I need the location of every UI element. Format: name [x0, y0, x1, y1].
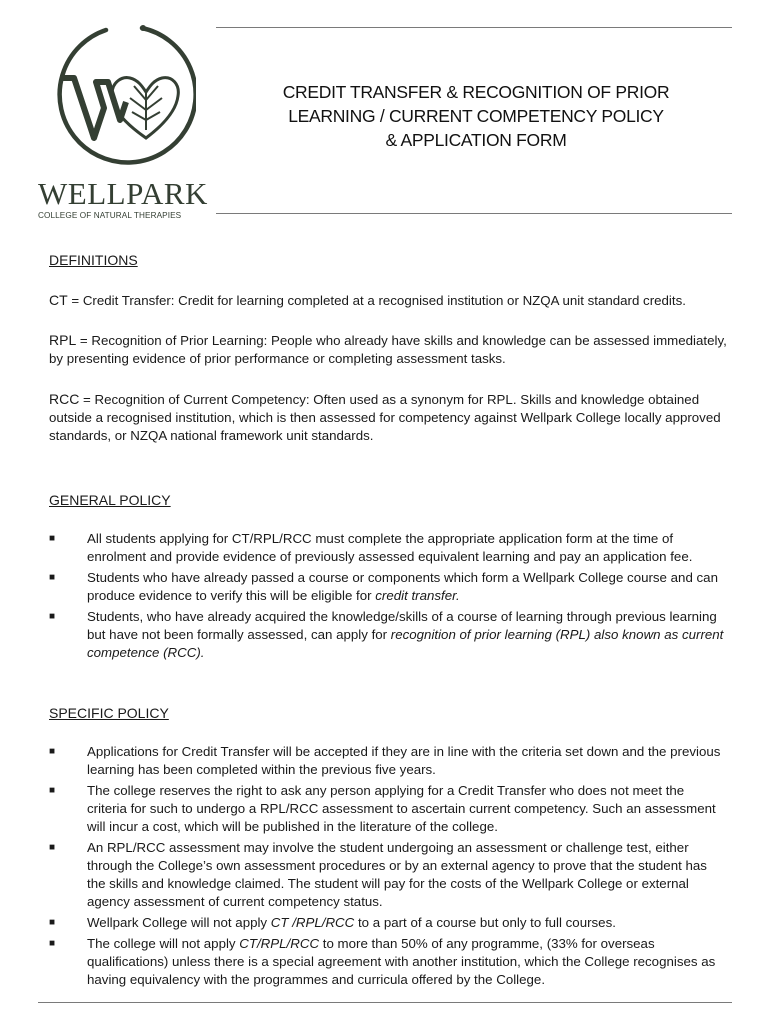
wellpark-logo-icon — [46, 20, 196, 175]
bullet-square-icon: ■ — [49, 611, 56, 622]
list-item-text: An RPL/RCC assessment may involve the student undergoing an assessment or challenge test, either through the College’s own assessment procedures or by an external agency to prove that the student has the skills and knowledge claimed. The student will pay for the costs of the Wellpark College or external agency assessment of current competency status. — [87, 840, 707, 909]
definition-text: = Credit Transfer: Credit for learning completed at a recognised institution or NZQA unit standard credits. — [67, 293, 686, 308]
bullet-square-icon: ■ — [49, 572, 56, 583]
footer-rule — [38, 1002, 732, 1003]
specific-policy-heading: SPECIFIC POLICY — [49, 705, 169, 721]
page-title — [240, 80, 712, 152]
list-item-text: All students applying for CT/RPL/RCC must complete the appropriate application form at the time of enrolment and provide evidence of previously assessed equivalent learning and pay an application fee. — [87, 531, 693, 564]
definitions-heading: DEFINITIONS — [49, 252, 138, 268]
bullet-square-icon: ■ — [49, 785, 56, 796]
definition-abbr: RCC — [49, 391, 80, 407]
list-item-text: Applications for Credit Transfer will be accepted if they are in line with the criteria set down and the previous learning has been completed within the previous five years. — [87, 744, 721, 777]
list-item-emphasis: CT /RPL/RCC — [270, 915, 355, 930]
brand-block — [38, 176, 208, 220]
specific-policy-list — [49, 743, 727, 989]
list-item-emphasis: CT/RPL/RCC — [239, 936, 320, 951]
wellpark-logo — [38, 20, 208, 220]
list-item — [49, 743, 727, 779]
definition-text: = Recognition of Current Competency: Often used as a synonym for RPL. Skills and knowledge obtained outside a recognised institution, which is then assessed for competency against Wellpark College locally approved standards, or NZQA national framework unit standards. — [49, 392, 721, 443]
general-policy-list — [49, 530, 727, 662]
list-item — [49, 530, 727, 566]
bullet-square-icon: ■ — [49, 746, 56, 757]
list-item-text: The college will not apply — [87, 936, 240, 951]
top-rule — [216, 27, 732, 28]
list-item — [49, 782, 727, 836]
definition-abbr: CT — [49, 292, 68, 308]
bullet-square-icon: ■ — [49, 938, 56, 949]
definition-ct — [49, 291, 727, 310]
list-item — [49, 935, 727, 989]
list-item — [49, 569, 727, 605]
title-line: LEARNING / CURRENT COMPETENCY POLICY — [288, 106, 664, 126]
list-item-text: The college reserves the right to ask any person applying for a Credit Transfer who does not meet the criteria for such to undergo a RPL/RCC assessment to ascertain current competency. Such an assessment will incur a cost, which will be published in the literature of the college. — [87, 783, 716, 834]
list-item-text-after: to more than 50% of any programme, (33% for overseas qualifications) unless there is a special agreement with another institution, which the College recognises as having equivalency with the programmes and curricula offered by the College. — [87, 936, 716, 987]
definition-abbr: RPL — [49, 332, 77, 348]
title-line: CREDIT TRANSFER & RECOGNITION OF PRIOR — [282, 82, 670, 102]
list-item-text-after: to a part of a course but only to full courses. — [354, 915, 616, 930]
list-item — [49, 608, 727, 662]
list-item-text: Students who have already passed a course or components which form a Wellpark College course and can produce evidence to verify this will be eligible for — [87, 570, 718, 603]
brand-subtitle: COLLEGE OF NATURAL THERAPIES — [38, 211, 182, 220]
brand-name: WELLPARK — [38, 176, 208, 211]
header-bottom-rule — [216, 213, 732, 214]
bullet-square-icon: ■ — [49, 533, 56, 544]
definition-rpl — [49, 331, 727, 368]
list-item — [49, 914, 727, 932]
title-line: & APPLICATION FORM — [385, 130, 567, 150]
list-item-text: Wellpark College will not apply — [87, 915, 271, 930]
definition-text: = Recognition of Prior Learning: People who already have skills and knowledge can be assessed immediately, by presenting evidence of prior performance or completing assessment tasks. — [49, 333, 727, 366]
list-item-emphasis: credit transfer. — [375, 588, 460, 603]
bullet-square-icon: ■ — [49, 842, 56, 853]
bullet-square-icon: ■ — [49, 917, 56, 928]
document-body — [49, 251, 727, 992]
list-item-emphasis: recognition of prior learning (RPL) also known as current competence (RCC). — [87, 627, 724, 660]
list-item — [49, 839, 727, 911]
list-item-text: Students, who have already acquired the knowledge/skills of a course of learning through previous learning but have not been formally assessed, can apply for — [87, 609, 717, 642]
general-policy-heading: GENERAL POLICY — [49, 492, 171, 508]
definition-rcc — [49, 390, 727, 445]
